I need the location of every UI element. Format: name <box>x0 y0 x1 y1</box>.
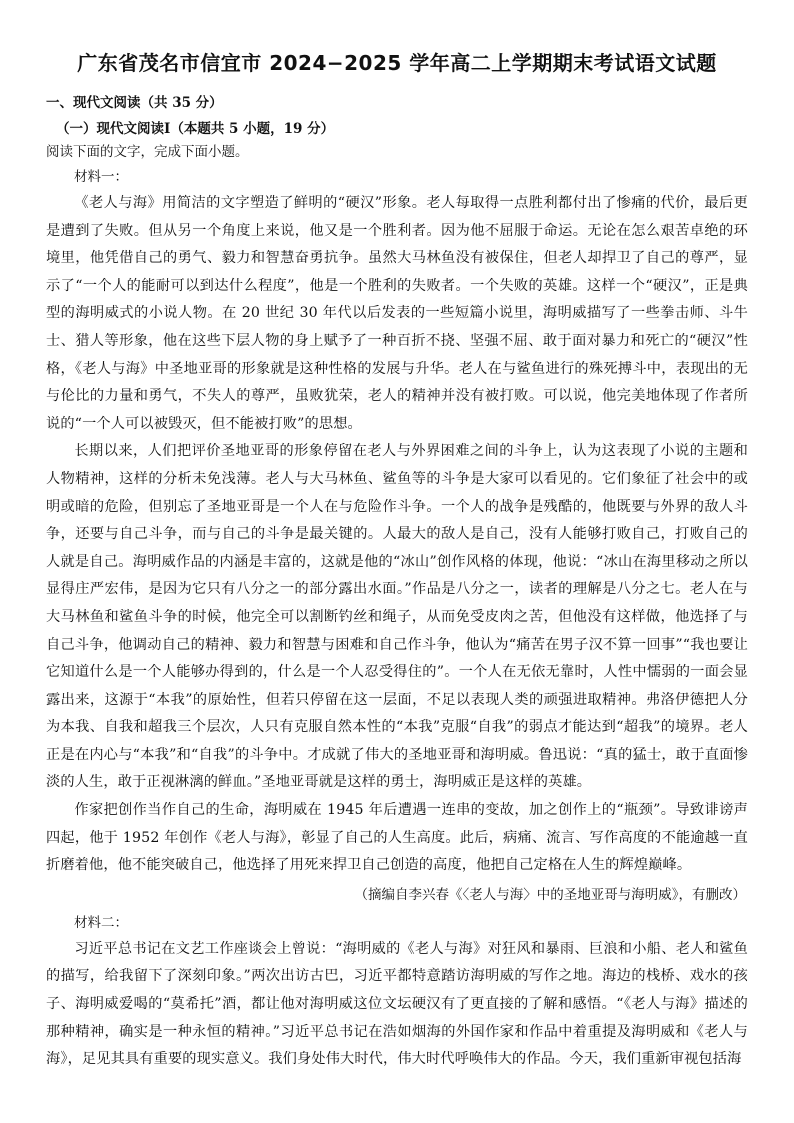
page-title: 广东省茂名市信宜市 2024−2025 学年高二上学期期末考试语文试题 <box>77 51 717 75</box>
instruction-text: 阅读下面的文字，完成下面小题。 <box>46 144 249 160</box>
material-one-paragraph: 长期以来，人们把评价圣地亚哥的形象停留在老人与外界困难之间的斗争上，认为这表现了小说的主题和人物精神，这样的分析未免浅薄。老人与大马林鱼、鲨鱼等的斗争是大家可以看见的。它们象征了社会中的或明或暗的危险，但别忘了圣地亚哥是一个人在与危险作斗争。一个人的战争是残酷的，他既要与外界的敌人斗争，还要与自己斗争，而与自己的斗争是最关键的。人最大的敌人是自己，没有人能够打败自己，打败自己的人就是自己。海明威作品的内涵是丰富的，这就是他的“冰山”创作风格的体现，他说：“冰山在海里移动之所以显得庄严宏伟，是因为它只有八分之一的部分露出水面。”作品是八分之一，读者的理解是八分之七。老人在与大马林鱼和鲨鱼斗争的时候，他完全可以割断钓丝和绳子，从而免受皮肉之苦，但他没有这样做，他选择了与自己斗争，他调动自己的精神、毅力和智慧与困难和自己作斗争，他认为“痛苦在男子汉不算一回事”“我也要让它知道什么是一个人能够办得到的，什么是一个人忍受得住的”。一个人在无依无靠时，人性中懦弱的一面会显露出来，这源于“本我”的原始性，但若只停留在这一层面，不足以表现人类的顽强进取精神。弗洛伊德把人分为本我、自我和超我三个层次，人只有克服自然本性的“本我”克服“自我”的弱点才能达到“超我”的境界。老人正是在内心与“本我”和“自我”的斗争中。才成就了伟大的圣地亚哥和海明威。鲁迅说：“真的猛士，敢于直面惨淡的人生，敢于正视淋漓的鲜血。”圣地亚哥就是这样的勇士，海明威正是这样的英雄。 <box>46 443 748 791</box>
source-citation: （摘编自李兴春《〈老人与海〉中的圣地亚哥与海明威》，有删改） <box>354 886 746 903</box>
subsection-heading: （一）现代文阅读Ⅰ（本题共 5 小题，19 分） <box>56 121 335 137</box>
material-one-paragraph: 《老人与海》用简洁的文字塑造了鲜明的“硬汉”形象。老人每取得一点胜利都付出了惨痛的代价，最后更是遭到了失败。但从另一个角度上来说，他又是一个胜利者。因为他不屈服于命运。无论在怎么艰苦卓绝的环境里，他凭借自己的勇气、毅力和智慧奋勇抗争。虽然大马林鱼没有被保住，但老人却捍卫了自己的尊严，显示了“一个人的能耐可以到达什么程度”，他是一个胜利的失败者。一个失败的英雄。这样一个“硬汉”，正是典型的海明威式的小说人物。在 20 世纪 30 年代以后发表的一些短篇小说里，海明威描写了一些拳击师、斗牛士、猎人等形象，他在这些下层人物的身上赋予了一种百折不挠、坚强不屈、敢于面对暴力和死亡的“硬汉”性格，《老人与海》中圣地亚哥的形象就是这种性格的发展与升华。老人在与鲨鱼进行的殊死搏斗中，表现出的无与伦比的力量和勇气，不失人的尊严，虽败犹荣，老人的精神并没有被打败。可以说，他完美地体现了作者所说的“一个人可以被毁灭，但不能被打败”的思想。 <box>46 195 748 432</box>
section-heading: 一、现代文阅读（共 35 分） <box>46 95 223 111</box>
material-two-label: 材料二： <box>74 914 128 931</box>
material-one-paragraph: 作家把创作当作自己的生命，海明威在 1945 年后遭遇一连串的变故，加之创作上的“瓶颈”。导致诽谤声四起，他于 1952 年创作《老人与海》，彰显了自己的人生高度。此后，病痛、流言、写作高度的不能逾越一直折磨着他，他不能突破自己，他选择了用死来捍卫自己创造的高度，他把自己定格在人生的辉煌巅峰。 <box>46 802 748 874</box>
material-two-paragraph: 习近平总书记在文艺工作座谈会上曾说：“海明威的《老人与海》对狂风和暴雨、巨浪和小船、老人和鲨鱼的描写，给我留下了深刻印象。”两次出访古巴，习近平都特意踏访海明威的写作之地。海边的栈桥、戏水的孩子、海明威爱喝的“莫希托”酒，都让他对海明威这位文坛硬汉有了更直接的了解和感悟。“《老人与海》描述的那种精神，确实是一种永恒的精神。”习近平总书记在浩如烟海的外国作家和作品中着重提及海明威和《老人与海》，足见其具有重要的现实意义。我们身处伟大时代，伟大时代呼唤伟大的作品。今天，我们重新审视包括海 <box>46 940 748 1068</box>
exam-page <box>46 0 748 1074</box>
material-one-label: 材料一： <box>74 169 128 185</box>
